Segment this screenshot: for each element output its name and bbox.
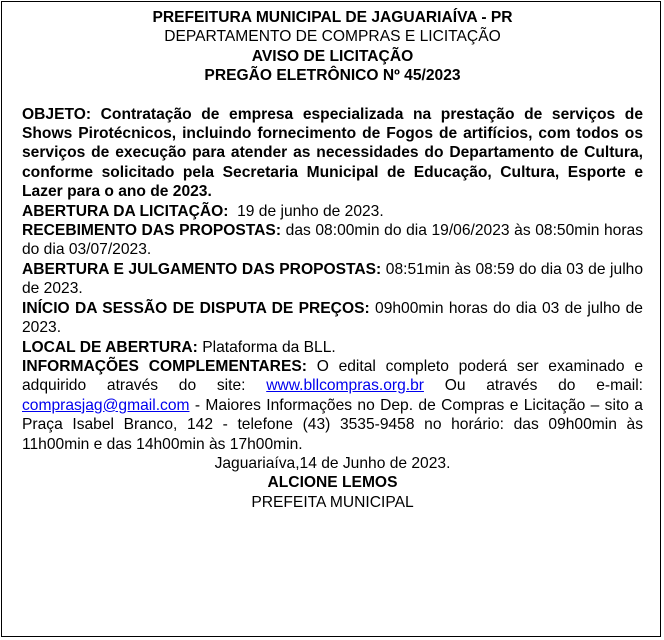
abertura-text: 19 de junho de 2023. bbox=[237, 202, 384, 220]
abertura-paragraph bbox=[22, 202, 643, 221]
header-municipality: PREFEITURA MUNICIPAL DE JAGUARIAÍVA - PR bbox=[152, 9, 513, 26]
objeto-label: OBJETO: bbox=[22, 105, 92, 123]
recebimento-text: das 08:00min do dia 19/06/2023 às 08:50min horas do dia 03/07/2023. bbox=[22, 222, 643, 259]
header-department: DEPARTAMENTO DE COMPRAS E LICITAÇÃO bbox=[164, 28, 501, 46]
signer-title: PREFEITA MUNICIPAL bbox=[251, 493, 414, 511]
local-label: LOCAL DE ABERTURA: bbox=[22, 338, 198, 356]
place-date: Jaguariaíva,14 de Junho de 2023. bbox=[214, 454, 451, 472]
inicio-paragraph bbox=[22, 299, 643, 338]
objeto-text: Contratação de empresa especializada na prestação de serviços de Shows Pirotécnicos, incluindo fornecimento de Fogos de artifícios, com todos os serviços de execução para atender as necessidades do Departamento de Cultura, conforme solicitado pela Secretaria Municipal de Educação, Cultura, Esporte e Lazer para o ano de 2023. bbox=[22, 105, 643, 201]
julgamento-paragraph bbox=[22, 260, 643, 299]
info-text-1: O edital completo poderá ser examinado e adquirido através do site: bbox=[22, 357, 644, 395]
objeto-paragraph bbox=[22, 105, 643, 202]
email-link[interactable]: comprasjag@gmail.com bbox=[22, 396, 190, 414]
local-paragraph bbox=[22, 338, 643, 357]
info-label: INFORMAÇÕES COMPLEMENTARES: bbox=[22, 357, 307, 375]
local-text: Plataforma da BLL. bbox=[202, 338, 336, 356]
julgamento-label: ABERTURA E JULGAMENTO DAS PROPOSTAS: bbox=[22, 260, 382, 278]
inicio-text: 09h00min horas do dia 03 de julho de 2023. bbox=[22, 299, 643, 337]
header-process-number: PREGÃO ELETRÔNICO Nº 45/2023 bbox=[204, 67, 461, 85]
julgamento-text: 08:51min às 08:59 do dia 03 de julho de 2023. bbox=[22, 260, 643, 298]
signer-name: ALCIONE LEMOS bbox=[267, 474, 398, 492]
info-paragraph bbox=[22, 357, 643, 454]
notice-content bbox=[22, 8, 643, 512]
inicio-label: INÍCIO DA SESSÃO DE DISPUTA DE PREÇOS: bbox=[22, 299, 370, 317]
abertura-label: ABERTURA DA LICITAÇÃO: bbox=[22, 202, 229, 220]
recebimento-label: RECEBIMENTO DAS PROPOSTAS: bbox=[22, 222, 282, 240]
site-link[interactable]: www.bllcompras.org.br bbox=[266, 377, 424, 395]
header-notice-title: AVISO DE LICITAÇÃO bbox=[251, 47, 414, 65]
recebimento-paragraph bbox=[22, 221, 643, 260]
info-text-3: - Maiores Informações no Dep. de Compras e Licitação – sito a Praça Isabel Branco, 142 - telefone (43) 3535-9458 no horário: das 09h00min às 11h00min e das 14h00min às 17h00min. bbox=[22, 396, 643, 453]
info-text-2: Ou através do e-mail: bbox=[444, 377, 643, 395]
spacer bbox=[22, 86, 643, 105]
